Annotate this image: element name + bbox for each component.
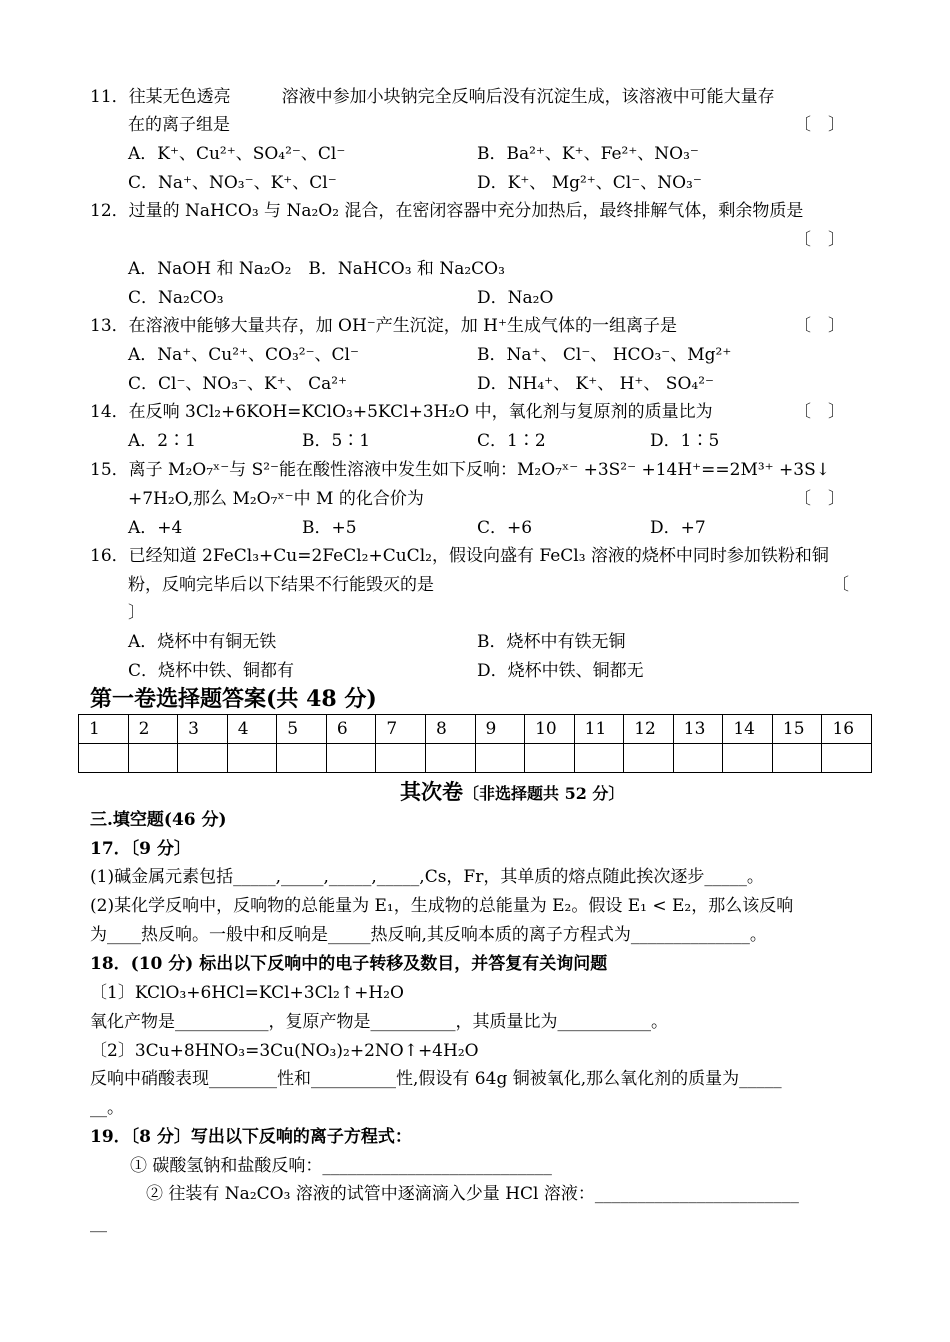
- answer-number-cell: 3: [178, 715, 228, 744]
- q12-option-ab: A．NaOH 和 Na₂O₂ B．NaHCO₃ 和 Na₂CO₃: [128, 259, 505, 279]
- answer-blank-cell[interactable]: [376, 744, 426, 773]
- answer-blank-cell[interactable]: [227, 744, 277, 773]
- q18-reaction2: 〔2〕3Cu+8HNO₃=3Cu(NO₃)₂+2NO↑+4H₂O: [90, 1041, 479, 1061]
- q14-stem-line1: 14．在反响 3Cl₂+6KOH=KClO₃+5KCl+3H₂O 中，氧化剂与复原剂的质量比为: [90, 402, 713, 422]
- q12-option-c: C．Na₂CO₃: [128, 288, 224, 308]
- q18-reaction1: 〔1〕KClO₃+6HCl=KCl+3Cl₂↑+H₂O: [90, 983, 404, 1003]
- answer-number-cell: 7: [376, 715, 426, 744]
- q15-option-a: A．+4: [128, 518, 183, 538]
- answer-number-cell: 1: [79, 715, 129, 744]
- q16-option-b: B．烧杯中有铁无铜: [477, 632, 626, 652]
- q16-bracket-close: 〕: [128, 603, 145, 623]
- answer-blank-cell[interactable]: [128, 744, 178, 773]
- q14-answer-bracket: 〔 〕: [794, 402, 845, 422]
- answer-section-title: 第一卷选择题答案(共 48 分): [90, 686, 377, 712]
- answer-grid-blank-row: [79, 744, 872, 773]
- q11-option-c: C．Na⁺、NO₃⁻、K⁺、Cl⁻: [128, 173, 337, 193]
- answer-grid-number-row: [79, 715, 872, 744]
- answer-number-cell: 10: [525, 715, 575, 744]
- q19-item2: ② 往装有 Na₂CO₃ 溶液的试管中逐滴滴入少量 HCl 溶液：________________________: [146, 1184, 799, 1204]
- answer-number-cell: 9: [475, 715, 525, 744]
- q13-option-d: D．NH₄⁺、 K⁺、 H⁺、 SO₄²⁻: [477, 374, 714, 394]
- q13-answer-bracket: 〔 〕: [794, 316, 845, 336]
- q14-option-d: D．1∶5: [650, 431, 720, 451]
- q11-stem-line1: 11．往某无色透亮 溶液中参加小块钠完全反响后没有沉淀生成，该溶液中可能大量存: [90, 87, 775, 107]
- answer-blank-cell[interactable]: [723, 744, 773, 773]
- answer-number-cell: 5: [277, 715, 327, 744]
- q14-option-a: A．2∶1: [128, 431, 196, 451]
- answer-number-cell: 8: [425, 715, 475, 744]
- q15-answer-bracket: 〔 〕: [794, 489, 845, 509]
- q16-stem-line2: 粉，反响完毕后以下结果不行能毁灭的是: [128, 575, 434, 595]
- q11-stem-line2: 在的离子组是: [128, 115, 230, 135]
- q14-option-c: C．1∶2: [477, 431, 546, 451]
- q16-option-a: A．烧杯中有铜无铁: [128, 632, 277, 652]
- q16-stem-line1: 16．已经知道 2FeCl₃+Cu=2FeCl₂+CuCl₂，假设向盛有 FeCl₃ 溶液的烧杯中同时参加铁粉和铜: [90, 546, 829, 566]
- q15-stem-line2: +7H₂O,那么 M₂O₇ˣ⁻中 M 的化合价为: [128, 489, 424, 509]
- answer-number-cell: 13: [673, 715, 723, 744]
- answer-blank-cell[interactable]: [326, 744, 376, 773]
- part2-title: 其次卷: [400, 779, 463, 804]
- answer-blank-cell[interactable]: [178, 744, 228, 773]
- answer-blank-cell[interactable]: [822, 744, 872, 773]
- q17-line1: (1)碱金属元素包括_____,_____,_____,_____,Cs，Fr，其单质的熔点随此挨次逐步_____。: [90, 867, 764, 887]
- answer-blank-cell[interactable]: [277, 744, 327, 773]
- q18-head: 18．(10 分) 标出以下反响中的电子转移及数目，并答复有关询问题: [90, 954, 608, 974]
- q11-option-b: B．Ba²⁺、K⁺、Fe²⁺、NO₃⁻: [477, 144, 699, 164]
- q13-option-a: A．Na⁺、Cu²⁺、CO₃²⁻、Cl⁻: [128, 345, 359, 365]
- answer-grid: [78, 714, 872, 773]
- q19-head: 19．〔8 分〕写出以下反响的离子方程式：: [90, 1127, 412, 1147]
- q12-answer-bracket: 〔 〕: [794, 230, 845, 250]
- answer-number-cell: 16: [822, 715, 872, 744]
- q19-item2-end: __: [90, 1213, 107, 1233]
- answer-number-cell: 6: [326, 715, 376, 744]
- q11-option-a: A．K⁺、Cu²⁺、SO₄²⁻、Cl⁻: [128, 144, 346, 164]
- q12-option-d: D．Na₂O: [477, 288, 554, 308]
- q17-line2: (2)某化学反响中，反响物的总能量为 E₁，生成物的总能量为 E₂。假设 E₁ < E₂，那么该反响: [90, 896, 794, 916]
- q13-option-c: C．Cl⁻、NO₃⁻、K⁺、 Ca²⁺: [128, 374, 348, 394]
- answer-blank-cell[interactable]: [574, 744, 624, 773]
- part2-heading: [400, 781, 624, 805]
- answer-blank-cell[interactable]: [673, 744, 723, 773]
- part2-subtitle: 〔非选择题共 52 分〕: [463, 784, 625, 803]
- q16-option-c: C．烧杯中铁、铜都有: [128, 661, 295, 681]
- answer-number-cell: 15: [772, 715, 822, 744]
- q11-option-d: D．K⁺、 Mg²⁺、Cl⁻、NO₃⁻: [477, 173, 702, 193]
- section3-title: 三.填空题(46 分): [90, 810, 227, 830]
- q15-stem-line1: 15．离子 M₂O₇ˣ⁻与 S²⁻能在酸性溶液中发生如下反响：M₂O₇ˣ⁻ +3S²⁻ +14H⁺==2M³⁺ +3S↓: [90, 460, 831, 480]
- q13-stem-line1: 13．在溶液中能够大量共存，加 OH⁻产生沉淀，加 H⁺生成气体的一组离子是: [90, 316, 677, 336]
- answer-blank-cell[interactable]: [525, 744, 575, 773]
- q17-line3: 为____热反响。一般中和反响是_____热反响,其反响本质的离子方程式为______________。: [90, 925, 767, 945]
- q12-stem-line1: 12．过量的 NaHCO₃ 与 Na₂O₂ 混合，在密闭容器中充分加热后，最终排解气体，剩余物质是: [90, 201, 804, 221]
- q18-reaction1-question: 氧化产物是___________，复原产物是__________，其质量比为___________。: [90, 1012, 668, 1032]
- answer-number-cell: 11: [574, 715, 624, 744]
- answer-blank-cell[interactable]: [475, 744, 525, 773]
- q18-reaction2-question-end: __。: [90, 1098, 124, 1118]
- q16-bracket-open: 〔: [832, 575, 849, 595]
- q15-option-d: D．+7: [650, 518, 706, 538]
- q16-option-d: D．烧杯中铁、铜都无: [477, 661, 644, 681]
- answer-number-cell: 12: [624, 715, 674, 744]
- answer-blank-cell[interactable]: [79, 744, 129, 773]
- q18-reaction2-question: 反响中硝酸表现________性和__________性,假设有 64g 铜被氧化,那么氧化剂的质量为_____: [90, 1069, 782, 1089]
- answer-number-cell: 4: [227, 715, 277, 744]
- q19-item1: ① 碳酸氢钠和盐酸反响：___________________________: [130, 1156, 552, 1176]
- q17-head: 17．〔9 分〕: [90, 839, 191, 859]
- answer-number-cell: 2: [128, 715, 178, 744]
- q15-option-c: C．+6: [477, 518, 533, 538]
- answer-blank-cell[interactable]: [624, 744, 674, 773]
- answer-blank-cell[interactable]: [772, 744, 822, 773]
- q15-option-b: B．+5: [302, 518, 357, 538]
- answer-blank-cell[interactable]: [425, 744, 475, 773]
- answer-number-cell: 14: [723, 715, 773, 744]
- q11-answer-bracket: 〔 〕: [794, 115, 845, 135]
- q14-option-b: B．5∶1: [302, 431, 371, 451]
- q13-option-b: B．Na⁺、 Cl⁻、 HCO₃⁻、Mg²⁺: [477, 345, 732, 365]
